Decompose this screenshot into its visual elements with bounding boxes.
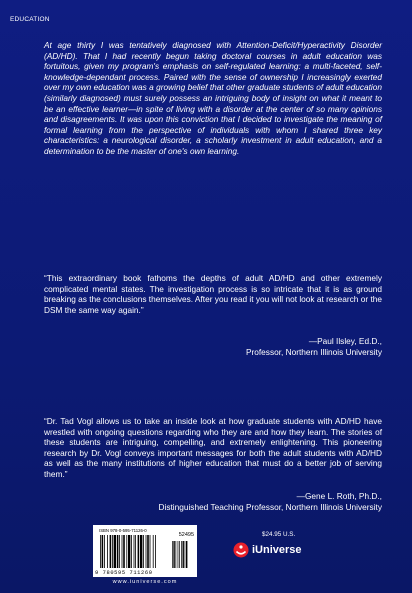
book-price: $24.95 U.S.: [262, 531, 296, 538]
reviewer-title-1: Professor, Northern Illinois University: [245, 346, 382, 357]
review-quote-2: “Dr. Tad Vogl allows us to take an inside look at how graduate students with AD/HD have wrestled with ongoing questions regarding who they are and how they learn. The stories of these students are intriguing, compelling, and extremely enlightening. This pioneering research by Dr. Vogl conveys important messages for both the adult students with AD/HD as well as the many institutions of higher education that must do a better job of serving them.”: [44, 416, 382, 479]
publisher-name: iUniverse: [252, 544, 302, 556]
review-attribution-2: [158, 491, 382, 512]
isbn-label: ISBN 978-0-595-71126-0: [99, 528, 147, 533]
publisher-logo: [233, 542, 302, 558]
review-quote-1: “This extraordinary book fathoms the depths of adult AD/HD and other extremely complicated mental states. The investigation process is so intricate that it is as ground breaking as the conclusions themselves. After you read it you will not look at research or the DSM the same way again.”: [44, 273, 382, 315]
barcode-price-code: 52495: [178, 532, 194, 538]
category-label: EDUCATION: [10, 16, 50, 23]
iuniverse-logo-icon: [233, 542, 249, 558]
barcode-box: [93, 525, 197, 577]
reviewer-name-1: —Paul Ilsley, Ed.D.,: [308, 336, 382, 346]
publisher-website: www.iuniverse.com: [112, 579, 178, 585]
barcode-icon: [98, 535, 192, 569]
intro-paragraph: At age thirty I was tentatively diagnosed with Attention-Deficit/Hyperactivity Disorder (AD/HD). That I had recently begun taking doctoral courses in adult education was fortuitous, given my program's emphasis on self-regulated learning: a multi-faceted, self-knowledge-dependant process. Paired with the sense of ownership I increasingly exerted over my own education was a growing belief that other graduate students of adult education (similarly diagnosed) must surely possess an intriguing body of insight on what it meant to be an effective learner—in spite of living with a disorder at the center of so many opinions and disagreements. It was upon this conviction that I decided to investigate the meaning of formal learning from the perspective of individuals with whom I shared three key characteristics: a neurological disorder, a scholarly investment in adult education, and a determination to be the master of one's own learning.: [44, 40, 382, 156]
reviewer-title-2: Distinguished Teaching Professor, Northern Illinois University: [158, 501, 382, 512]
barcode-number: 9 780595 711260: [95, 570, 153, 576]
review-attribution-1: [246, 336, 382, 357]
reviewer-name-2: —Gene L. Roth, Ph.D.,: [296, 491, 382, 501]
